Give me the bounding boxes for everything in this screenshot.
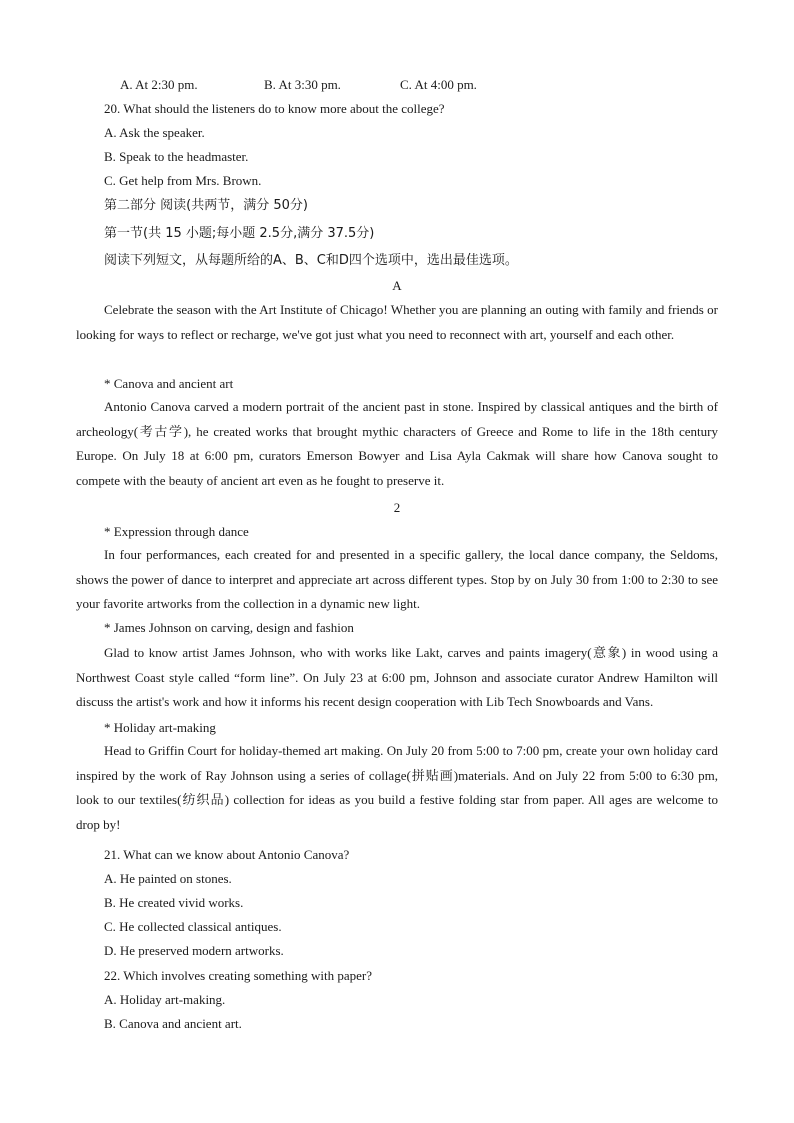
paragraph-johnson: Glad to know artist James Johnson, who with works like Lakt, carves and paints imagery(意象) in wood using a Northwest Coast style called “form line”. On July 23 at 6:00 pm, Johnson and associate curator Andrew Hamilton will discuss the artist's work and how it informs his recent design cooperation with Lib Tech Snowboards and Vans. [76, 645, 718, 709]
q22-option-b: B. Canova and ancient art. [104, 1016, 242, 1031]
q20-stem: 20. What should the listeners do to know more about the college? [104, 101, 445, 116]
heading-dance: * Expression through dance [104, 524, 249, 539]
q20-option-b: B. Speak to the headmaster. [104, 149, 249, 164]
section-instruction: 阅读下列短文，从每题所给的A、B、C和D四个选项中，选出最佳选项。 [104, 253, 518, 268]
q21-stem: 21. What can we know about Antonio Canova? [104, 847, 350, 862]
q19-option-c: C. At 4:00 pm. [400, 77, 477, 92]
passage-label: A [392, 278, 402, 293]
q19-option-a: A. At 2:30 pm. [120, 77, 198, 92]
q21-option-d: D. He preserved modern artworks. [104, 943, 284, 958]
q20-option-a: A. Ask the speaker. [104, 125, 205, 140]
heading-holiday: * Holiday art-making [104, 720, 216, 735]
section-subtitle: 第一节(共 15 小题;每小题 2.5分,满分 37.5分) [104, 226, 375, 241]
q21-option-c: C. He collected classical antiques. [104, 919, 282, 934]
q22-option-a: A. Holiday art-making. [104, 992, 226, 1007]
paragraph-dance: In four performances, each created for and presented in a specific gallery, the local dance company, the Seldoms, shows the power of dance to interpret and appreciate art across different types. Stop by on July 30 from 1:00 to 2:30 to see your favorite artworks from the collection in a dynamic new light. [76, 547, 718, 611]
q20-option-c: C. Get help from Mrs. Brown. [104, 173, 262, 188]
q19-option-b: B. At 3:30 pm. [264, 77, 341, 92]
q22-stem: 22. Which involves creating something with paper? [104, 968, 372, 983]
part-title: 第二部分 阅读(共两节，满分 50分) [104, 198, 308, 213]
page-number: 2 [393, 500, 401, 515]
q21-option-b: B. He created vivid works. [104, 895, 244, 910]
passage-intro: Celebrate the season with the Art Institute of Chicago! Whether you are planning an outing with family and friends or looking for ways to reflect or recharge, we've got just what you need to reconnect with art, yourself and each other. [76, 302, 718, 342]
paragraph-canova: Antonio Canova carved a modern portrait of the ancient past in stone. Inspired by classical antiques and the birth of archeology(考古学), he created works that brought mythic characters of Greece and Rome to life in the 18th century Europe. On July 18 at 6:00 pm, curators Emerson Bowyer and Lisa Ayla Cakmak will share how Canova sought to compete with the beauty of ancient art even as he fought to preserve it. [76, 399, 718, 488]
q21-option-a: A. He painted on stones. [104, 871, 232, 886]
paragraph-holiday: Head to Griffin Court for holiday-themed art making. On July 20 from 5:00 to 7:00 pm, create your own holiday card inspired by the work of Ray Johnson using a series of collage(拼贴画)materials. And on July 22 from 5:00 to 6:30 pm, look to our textiles(纺织品) collection for ideas as you build a festive folding star from paper. All ages are welcome to drop by! [76, 743, 718, 832]
heading-johnson: * James Johnson on carving, design and fashion [104, 620, 354, 635]
heading-canova: * Canova and ancient art [104, 376, 234, 391]
